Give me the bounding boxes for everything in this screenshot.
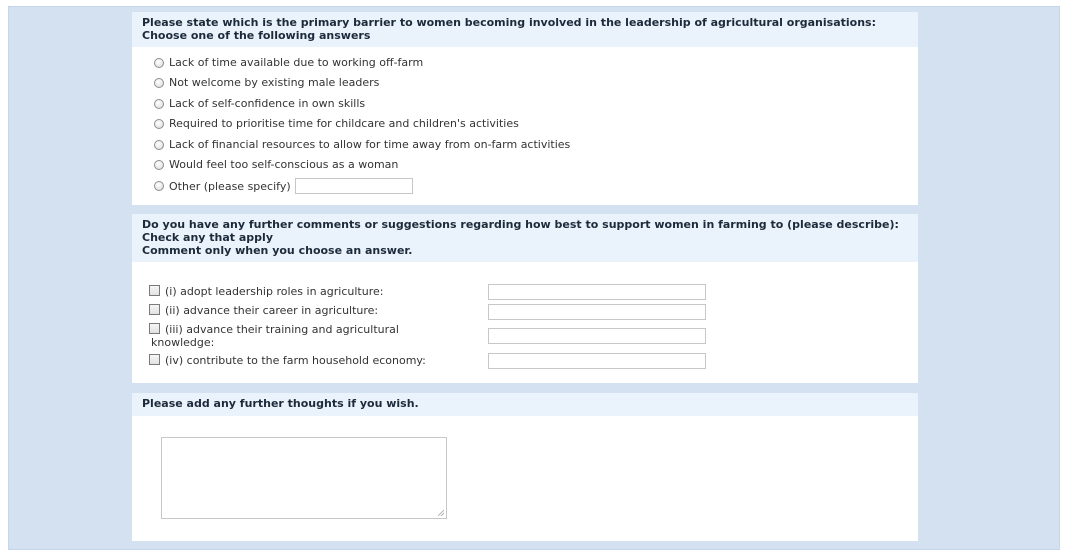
further-thoughts-textarea[interactable]: [161, 437, 447, 519]
question-title: Do you have any further comments or suggestions regarding how best to support women in farming to (please describe):: [142, 218, 899, 231]
checkbox-item[interactable]: [149, 285, 383, 298]
question-further-thoughts: [132, 393, 918, 541]
answer-option-label: Lack of self-confidence in own skills: [169, 97, 366, 110]
answer-option[interactable]: [154, 178, 413, 194]
answer-option[interactable]: [154, 97, 365, 110]
radio-button[interactable]: [154, 58, 164, 68]
checkbox-label: (i) adopt leadership roles in agriculture:: [165, 285, 384, 298]
checkbox-label: (ii) advance their career in agriculture:: [165, 304, 379, 317]
answer-option[interactable]: [154, 56, 423, 69]
checkbox[interactable]: [149, 323, 160, 334]
answer-option[interactable]: [154, 76, 379, 89]
answer-option-label: Lack of financial resources to allow for time away from on-farm activities: [169, 138, 571, 151]
radio-button[interactable]: [154, 160, 164, 170]
comment-input[interactable]: [488, 304, 706, 320]
answer-option-label: Required to prioritise time for childcare and children's activities: [169, 117, 519, 130]
question-header: [132, 12, 918, 47]
checkbox-item[interactable]: [149, 304, 378, 317]
question-title: Please add any further thoughts if you wish.: [142, 397, 419, 410]
question-header: [132, 214, 918, 262]
comment-input[interactable]: [488, 328, 706, 344]
question-primary-barrier: [132, 12, 918, 205]
radio-button[interactable]: [154, 99, 164, 109]
answer-option-label: Lack of time available due to working off-farm: [169, 56, 424, 69]
answer-option-label: Would feel too self-conscious as a woman: [169, 158, 399, 171]
answer-option[interactable]: [154, 158, 398, 171]
checkbox-label: (iv) contribute to the farm household economy:: [165, 354, 426, 367]
question-header: [132, 393, 918, 416]
question-instruction: Check any that apply: [142, 231, 273, 244]
answer-option[interactable]: [154, 138, 570, 151]
checkbox[interactable]: [149, 304, 160, 315]
radio-button[interactable]: [154, 140, 164, 150]
question-instruction-comment: Comment only when you choose an answer.: [142, 244, 413, 257]
answer-option-label: Not welcome by existing male leaders: [169, 76, 380, 89]
radio-button[interactable]: [154, 78, 164, 88]
checkbox[interactable]: [149, 354, 160, 365]
checkbox-item[interactable]: [149, 323, 399, 349]
question-instruction: Choose one of the following answers: [142, 29, 371, 42]
checkbox-label: (iii) advance their training and agricultural: [165, 323, 399, 336]
question-title: Please state which is the primary barrier to women becoming involved in the leadership of agricultural organisations:: [142, 16, 876, 29]
radio-button[interactable]: [154, 181, 164, 191]
answer-option[interactable]: [154, 117, 519, 130]
comment-input[interactable]: [488, 284, 706, 300]
checkbox[interactable]: [149, 285, 160, 296]
other-specify-input[interactable]: [295, 178, 413, 194]
comment-input[interactable]: [488, 353, 706, 369]
question-further-comments: [132, 214, 918, 383]
answer-option-label: Other (please specify): [169, 179, 291, 193]
resize-grip-icon[interactable]: [438, 510, 444, 516]
radio-button[interactable]: [154, 119, 164, 129]
checkbox-label-continued: knowledge:: [151, 336, 215, 349]
checkbox-item[interactable]: [149, 354, 426, 367]
